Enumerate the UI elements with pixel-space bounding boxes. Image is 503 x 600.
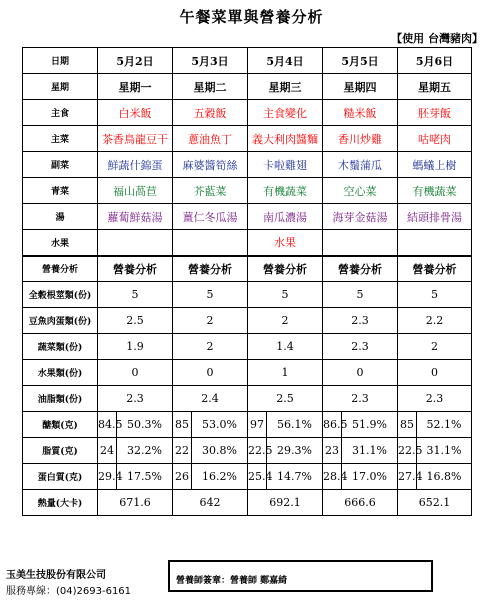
cell-weekday: 星期三 bbox=[248, 74, 323, 100]
row-label: 水果 bbox=[23, 230, 98, 256]
cell-main: 義大利肉醬麵 bbox=[248, 126, 323, 152]
cell-main: 茶香鳥龍豆干 bbox=[98, 126, 173, 152]
grams-cell: 84.5 bbox=[98, 412, 117, 438]
cell-oil: 2.3 bbox=[323, 386, 398, 412]
percent-cell: 31.1% bbox=[342, 438, 398, 464]
row-veg bbox=[23, 178, 472, 204]
grams-cell: 22.5 bbox=[398, 438, 417, 464]
cell-kcal: 671.6 bbox=[98, 490, 173, 516]
row-main bbox=[23, 126, 472, 152]
cell-protein: 2.2 bbox=[398, 308, 472, 334]
grams-cell: 29.4 bbox=[98, 464, 117, 490]
cell-fruit bbox=[173, 230, 248, 256]
row-label: 蛋白質(克) bbox=[23, 464, 98, 490]
cell-grain: 5 bbox=[98, 282, 173, 308]
row-protein bbox=[23, 308, 472, 334]
cell-fruit bbox=[98, 230, 173, 256]
cell-kcal: 652.1 bbox=[398, 490, 472, 516]
row-prot bbox=[23, 464, 472, 490]
cell-main: 蔥油魚丁 bbox=[173, 126, 248, 152]
percent-cell: 17.5% bbox=[117, 464, 173, 490]
row-label: 蔬菜類(份) bbox=[23, 334, 98, 360]
cell-date: 5月6日 bbox=[398, 48, 472, 74]
row-date bbox=[23, 48, 472, 74]
cell-oil: 2.5 bbox=[248, 386, 323, 412]
cell-kcal: 692.1 bbox=[248, 490, 323, 516]
row-soup bbox=[23, 204, 472, 230]
grams-cell: 85 bbox=[398, 412, 417, 438]
cell-fruitserv: 0 bbox=[173, 360, 248, 386]
row-label: 全穀根莖類(份) bbox=[23, 282, 98, 308]
cell-fruitserv: 0 bbox=[398, 360, 472, 386]
signature-text: 營養師簽章：營養師 鄭嘉綺 bbox=[176, 576, 288, 586]
cell-fruitserv: 0 bbox=[98, 360, 173, 386]
cell-analysis: 營養分析 bbox=[173, 256, 248, 282]
percent-cell: 14.7% bbox=[267, 464, 323, 490]
menu-table bbox=[22, 47, 472, 516]
cell-date: 5月5日 bbox=[323, 48, 398, 74]
cell-fruit: 水果 bbox=[248, 230, 323, 256]
percent-cell: 16.8% bbox=[417, 464, 472, 490]
row-label: 豆魚肉蛋類(份) bbox=[23, 308, 98, 334]
cell-weekday: 星期二 bbox=[173, 74, 248, 100]
cell-side: 卡啦雞翅 bbox=[248, 152, 323, 178]
row-label: 油脂類(份) bbox=[23, 386, 98, 412]
percent-cell: 51.9% bbox=[342, 412, 398, 438]
row-label: 星期 bbox=[23, 74, 98, 100]
cell-main: 咕咾肉 bbox=[398, 126, 472, 152]
percent-cell: 16.2% bbox=[192, 464, 248, 490]
row-oil bbox=[23, 386, 472, 412]
cell-weekday: 星期四 bbox=[323, 74, 398, 100]
cell-veg: 空心菜 bbox=[323, 178, 398, 204]
cell-date: 5月3日 bbox=[173, 48, 248, 74]
cell-side: 木鬚蒲瓜 bbox=[323, 152, 398, 178]
grams-cell: 28.4 bbox=[323, 464, 342, 490]
row-analysis bbox=[23, 256, 472, 282]
percent-cell: 30.8% bbox=[192, 438, 248, 464]
cell-side: 鮮蔬什錦蛋 bbox=[98, 152, 173, 178]
cell-main: 香川炒雞 bbox=[323, 126, 398, 152]
cell-fruit bbox=[323, 230, 398, 256]
cell-staple: 白米飯 bbox=[98, 100, 173, 126]
row-label: 醣類(克) bbox=[23, 412, 98, 438]
cell-soup: 南瓜濃湯 bbox=[248, 204, 323, 230]
grams-cell: 26 bbox=[173, 464, 192, 490]
cell-soup: 結頭排骨湯 bbox=[398, 204, 472, 230]
cell-grain: 5 bbox=[248, 282, 323, 308]
percent-cell: 17.0% bbox=[342, 464, 398, 490]
cell-veg: 有機蔬菜 bbox=[398, 178, 472, 204]
cell-grain: 5 bbox=[323, 282, 398, 308]
cell-fruitserv: 0 bbox=[323, 360, 398, 386]
cell-side: 麻婆醬筍絲 bbox=[173, 152, 248, 178]
grams-cell: 97 bbox=[248, 412, 267, 438]
cell-protein: 2.5 bbox=[98, 308, 173, 334]
cell-protein: 2 bbox=[248, 308, 323, 334]
cell-analysis: 營養分析 bbox=[398, 256, 472, 282]
grams-cell: 22.5 bbox=[248, 438, 267, 464]
cell-grain: 5 bbox=[173, 282, 248, 308]
grams-cell: 22 bbox=[173, 438, 192, 464]
row-side bbox=[23, 152, 472, 178]
cell-staple: 胚芽飯 bbox=[398, 100, 472, 126]
cell-veg: 芥藍菜 bbox=[173, 178, 248, 204]
percent-cell: 31.1% bbox=[417, 438, 472, 464]
cell-soup: 蘿蔔鮮菇湯 bbox=[98, 204, 173, 230]
grams-cell: 25.4 bbox=[248, 464, 267, 490]
cell-date: 5月2日 bbox=[98, 48, 173, 74]
cell-protein: 2 bbox=[173, 308, 248, 334]
cell-oil: 2.3 bbox=[98, 386, 173, 412]
cell-staple: 主食變化 bbox=[248, 100, 323, 126]
row-fruit bbox=[23, 230, 472, 256]
percent-cell: 52.1% bbox=[417, 412, 472, 438]
signature-box bbox=[168, 560, 433, 592]
cell-protein: 2.3 bbox=[323, 308, 398, 334]
cell-grain: 5 bbox=[398, 282, 472, 308]
row-carb bbox=[23, 412, 472, 438]
row-fat bbox=[23, 438, 472, 464]
row-label: 水果類(份) bbox=[23, 360, 98, 386]
cell-oil: 2.4 bbox=[173, 386, 248, 412]
cell-kcal: 642 bbox=[173, 490, 248, 516]
row-vegetable bbox=[23, 334, 472, 360]
percent-cell: 29.3% bbox=[267, 438, 323, 464]
cell-fruit bbox=[398, 230, 472, 256]
cell-veg: 福山萵苣 bbox=[98, 178, 173, 204]
row-label: 主菜 bbox=[23, 126, 98, 152]
page-title: 午餐菜單與營養分析 bbox=[179, 8, 324, 26]
row-staple bbox=[23, 100, 472, 126]
cell-vegetable: 2 bbox=[398, 334, 472, 360]
cell-analysis: 營養分析 bbox=[248, 256, 323, 282]
service-phone: 服務專線：(04)2693-6161 bbox=[6, 586, 132, 597]
cell-soup: 薑仁冬瓜湯 bbox=[173, 204, 248, 230]
cell-kcal: 666.6 bbox=[323, 490, 398, 516]
row-label: 主食 bbox=[23, 100, 98, 126]
row-label: 營養分析 bbox=[23, 256, 98, 282]
percent-cell: 56.1% bbox=[267, 412, 323, 438]
cell-vegetable: 1.4 bbox=[248, 334, 323, 360]
cell-side: 螞蟻上樹 bbox=[398, 152, 472, 178]
row-label: 湯 bbox=[23, 204, 98, 230]
grams-cell: 86.5 bbox=[323, 412, 342, 438]
cell-staple: 糙米飯 bbox=[323, 100, 398, 126]
grams-cell: 24 bbox=[98, 438, 117, 464]
percent-cell: 32.2% bbox=[117, 438, 173, 464]
grams-cell: 85 bbox=[173, 412, 192, 438]
cell-vegetable: 2 bbox=[173, 334, 248, 360]
row-label: 副菜 bbox=[23, 152, 98, 178]
cell-weekday: 星期五 bbox=[398, 74, 472, 100]
row-label: 青菜 bbox=[23, 178, 98, 204]
cell-date: 5月4日 bbox=[248, 48, 323, 74]
row-label: 脂質(克) bbox=[23, 438, 98, 464]
percent-cell: 50.3% bbox=[117, 412, 173, 438]
cell-vegetable: 2.3 bbox=[323, 334, 398, 360]
percent-cell: 53.0% bbox=[192, 412, 248, 438]
cell-veg: 有機蔬菜 bbox=[248, 178, 323, 204]
row-fruitserv bbox=[23, 360, 472, 386]
cell-analysis: 營養分析 bbox=[98, 256, 173, 282]
grams-cell: 23 bbox=[323, 438, 342, 464]
row-label: 日期 bbox=[23, 48, 98, 74]
pork-note: 【使用 台灣豬肉】 bbox=[391, 32, 483, 45]
row-grain bbox=[23, 282, 472, 308]
cell-fruitserv: 1 bbox=[248, 360, 323, 386]
cell-oil: 2.3 bbox=[398, 386, 472, 412]
cell-weekday: 星期一 bbox=[98, 74, 173, 100]
row-label: 熱量(大卡) bbox=[23, 490, 98, 516]
cell-staple: 五穀飯 bbox=[173, 100, 248, 126]
grams-cell: 27.4 bbox=[398, 464, 417, 490]
cell-soup: 海芽金菇湯 bbox=[323, 204, 398, 230]
company-name: 玉美生技股份有限公司 bbox=[6, 570, 106, 581]
row-weekday bbox=[23, 74, 472, 100]
cell-analysis: 營養分析 bbox=[323, 256, 398, 282]
cell-vegetable: 1.9 bbox=[98, 334, 173, 360]
row-kcal bbox=[23, 490, 472, 516]
